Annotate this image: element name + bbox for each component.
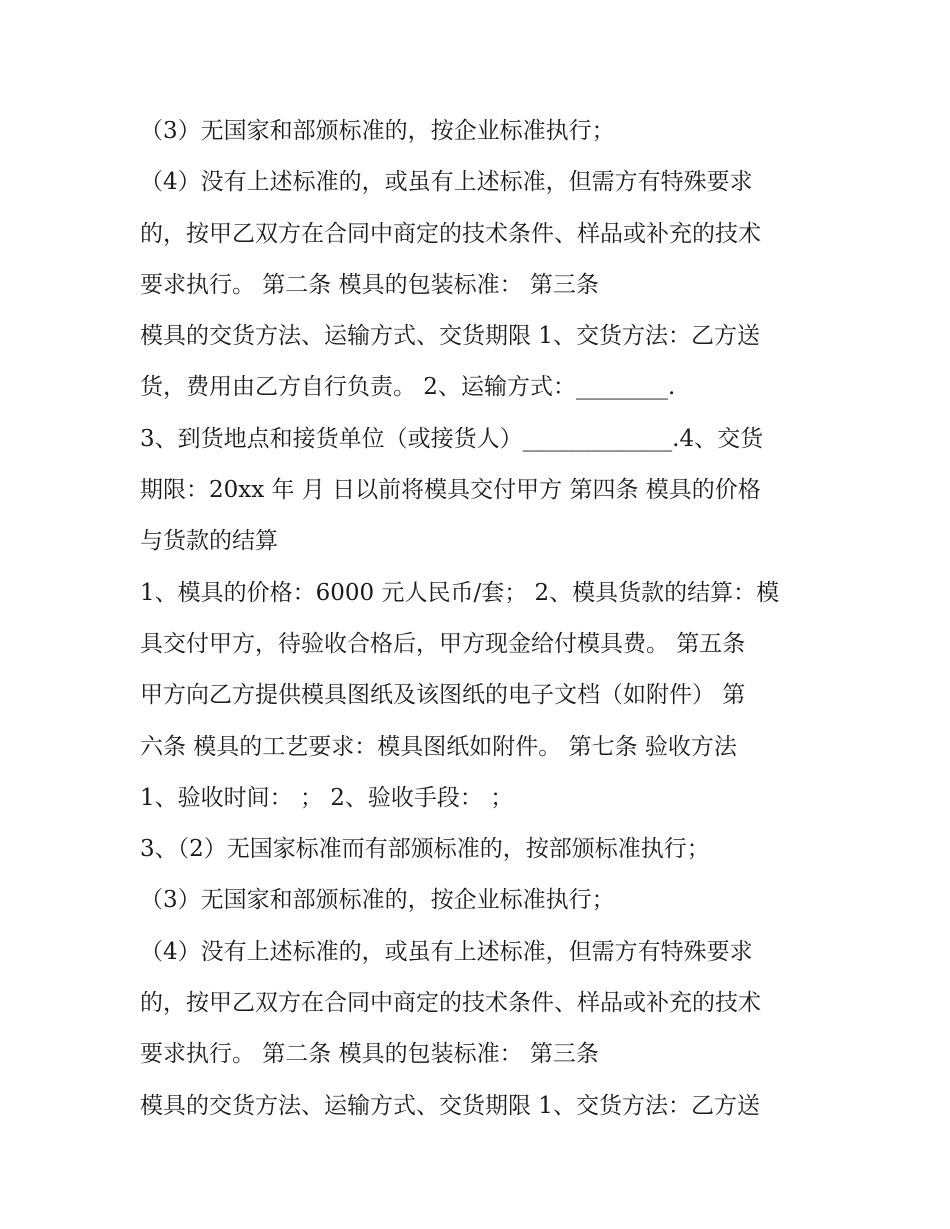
text-line: 要求执行。 第二条 模具的包装标准： 第三条 xyxy=(140,1041,599,1068)
text-line: 甲方向乙方提供模具图纸及该图纸的电子文档（如附件） 第 xyxy=(140,682,746,709)
text-line: 3、（2）无国家标准而有部颁标准的，按部颁标准执行； xyxy=(140,836,710,863)
text-line: （4）没有上述标准的，或虽有上述标准，但需方有特殊要求 xyxy=(140,938,753,965)
text-line: 1、验收时间： ； 2、验收手段： ； xyxy=(140,784,514,811)
text-line: （3）无国家和部颁标准的，按企业标准执行； xyxy=(140,118,615,144)
text-line: （4）没有上述标准的，或虽有上述标准，但需方有特殊要求 xyxy=(140,169,753,196)
text-line: 要求执行。 第二条 模具的包装标准： 第三条 xyxy=(140,271,599,298)
text-line: 模具的交货方法、运输方式、交货期限 1、交货方法：乙方送 xyxy=(140,323,760,350)
text-line: 模具的交货方法、运输方式、交货期限 1、交货方法：乙方送 xyxy=(140,1092,760,1119)
text-line: 与货款的结算 xyxy=(140,528,278,555)
text-line: 1、模具的价格：6000 元人民币/套； 2、模具货款的结算：模 xyxy=(140,579,780,606)
text-line: 3、到货地点和接货单位（或接货人）_____________.4、交货 xyxy=(140,425,764,452)
text-line: 的，按甲乙双方在合同中商定的技术条件、样品或补充的技术 xyxy=(140,990,761,1017)
text-line: （3）无国家和部颁标准的，按企业标准执行； xyxy=(140,887,615,914)
text-line: 的，按甲乙双方在合同中商定的技术条件、样品或补充的技术 xyxy=(140,220,761,247)
text-line: 六条 模具的工艺要求：模具图纸如附件。 第七条 验收方法 xyxy=(140,733,737,760)
text-line: 具交付甲方，待验收合格后，甲方现金给付模具费。 第五条 xyxy=(140,630,746,657)
text-line: 货，费用由乙方自行负责。 2、运输方式：________. xyxy=(140,374,676,401)
text-line: 期限：20xx 年 月 日以前将模具交付甲方 第四条 模具的价格 xyxy=(140,477,761,504)
contract-text-body xyxy=(140,106,830,1132)
